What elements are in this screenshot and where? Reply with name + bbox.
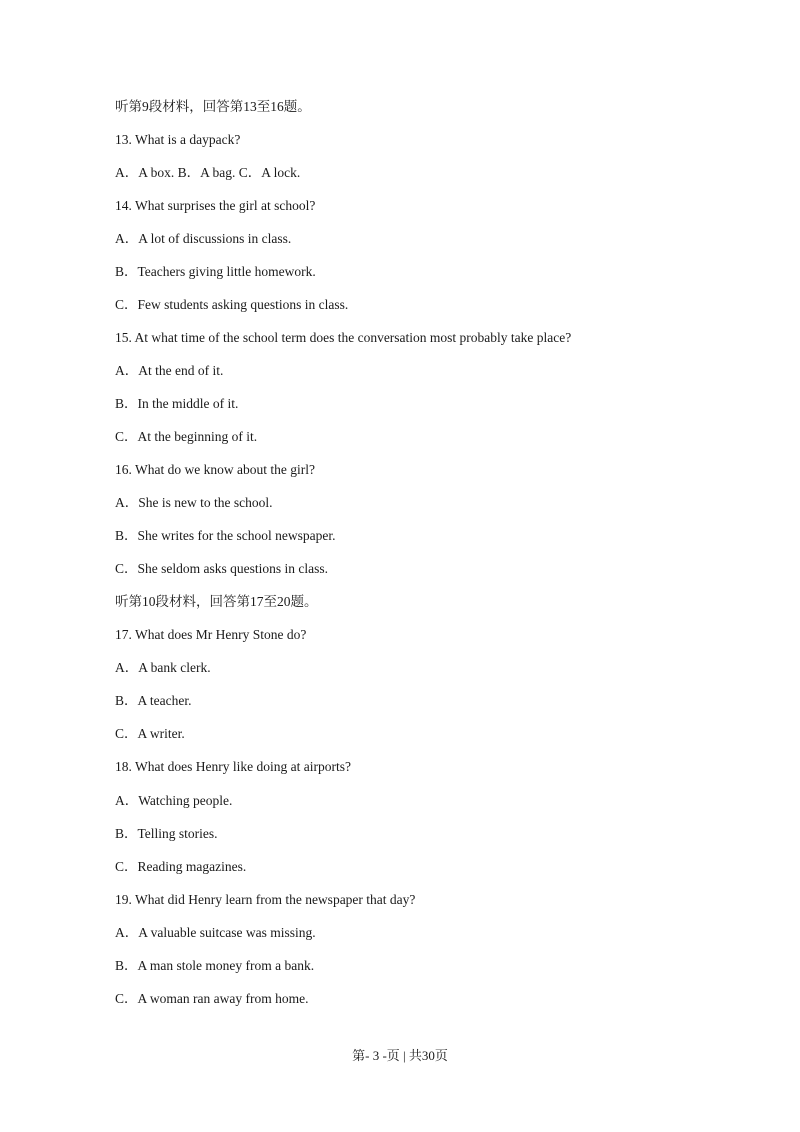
question-16-option-b: B．She writes for the school newspaper. (115, 528, 336, 543)
question-19: 19. What did Henry learn from the newspaper that day? (115, 892, 416, 907)
question-14-option-b: B．Teachers giving little homework. (115, 264, 316, 279)
question-13: 13. What is a daypack? (115, 132, 241, 147)
question-17-option-a: A．A bank clerk. (115, 660, 211, 675)
question-15-option-c: C．At the beginning of it. (115, 429, 258, 444)
question-15-option-b: B．In the middle of it. (115, 396, 239, 411)
question-16-option-a: A．She is new to the school. (115, 495, 273, 510)
section-instruction: 听第10段材料，回答第17至20题。 (115, 594, 318, 609)
question-19-option-c: C．A woman ran away from home. (115, 991, 309, 1006)
question-18-option-b: B．Telling stories. (115, 826, 218, 841)
question-19-option-b: B．A man stole money from a bank. (115, 958, 315, 973)
question-17: 17. What does Mr Henry Stone do? (115, 627, 307, 642)
question-15: 15. At what time of the school term does the conversation most probably take place? (115, 330, 572, 345)
question-17-option-c: C．A writer. (115, 726, 185, 741)
question-14: 14. What surprises the girl at school? (115, 198, 316, 213)
question-16-option-c: C．She seldom asks questions in class. (115, 561, 328, 576)
question-18-option-c: C．Reading magazines. (115, 859, 247, 874)
question-19-option-a: A．A valuable suitcase was missing. (115, 925, 316, 940)
question-18: 18. What does Henry like doing at airports? (115, 759, 351, 774)
question-15-option-a: A．At the end of it. (115, 363, 224, 378)
question-13-options: A．A box. B．A bag. C．A lock. (115, 165, 301, 180)
question-17-option-b: B．A teacher. (115, 693, 192, 708)
question-16: 16. What do we know about the girl? (115, 462, 315, 477)
question-14-option-c: C．Few students asking questions in class. (115, 297, 349, 312)
page-footer: 第- 3 -页 | 共30页 (352, 1048, 448, 1063)
section-instruction: 听第9段材料，回答第13至16题。 (115, 99, 311, 114)
question-14-option-a: A．A lot of discussions in class. (115, 231, 292, 246)
question-18-option-a: A．Watching people. (115, 793, 233, 808)
